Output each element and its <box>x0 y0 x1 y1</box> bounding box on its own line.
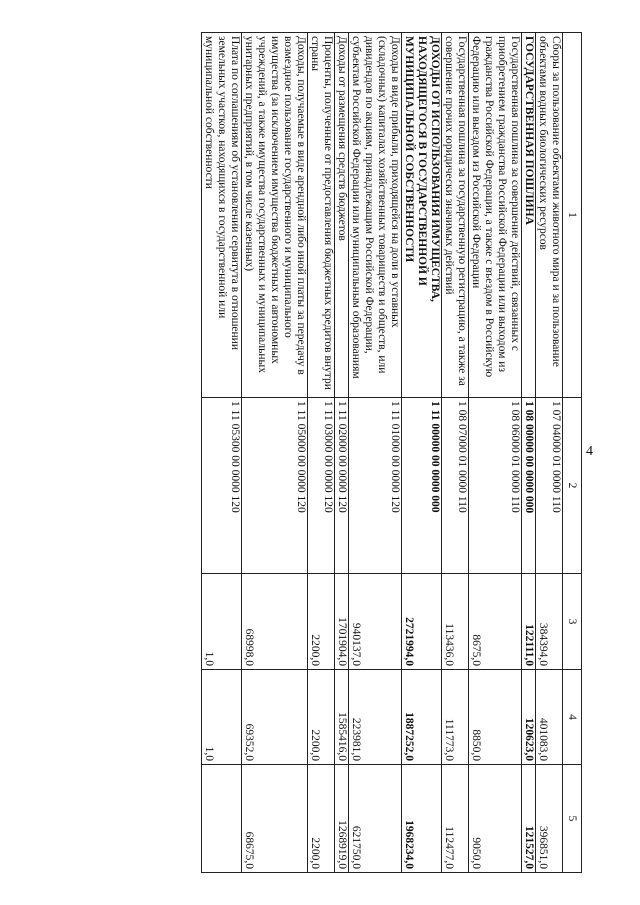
row-code-cell: 1 11 02000 00 0000 120 <box>335 398 349 574</box>
row-name-cell: ДОХОДЫ ОТ ИСПОЛЬЗОВАНИЯ ИМУЩЕСТВА, НАХОДЯЩЕГОСЯ В ГОСУДАРСТВЕННОЙ И МУНИЦИПАЛЬНОЙ СОБСТВЕННОСТИ <box>402 33 442 398</box>
row-code-cell: 1 11 01000 00 0000 120 <box>349 398 402 574</box>
row-value-col3: 940137,0 <box>349 574 402 670</box>
table-row <box>308 33 335 873</box>
header-cell: 5 <box>563 765 582 873</box>
row-value-col4: 111773,0 <box>442 670 469 765</box>
row-value-col3: 1701904,0 <box>335 574 349 670</box>
row-value-col4: 69352,0 <box>242 670 308 765</box>
row-code-cell: 1 11 00000 00 0000 000 <box>402 398 442 574</box>
row-value-col5: 621750,0 <box>349 765 402 873</box>
row-value-col3: 8675,0 <box>469 574 522 670</box>
row-value-col3: 2200,0 <box>308 574 335 670</box>
row-code-cell: 1 11 03000 00 0000 120 <box>308 398 335 574</box>
row-name-cell: ГОСУДАРСТВЕННАЯ ПОШЛИНА <box>522 33 536 398</box>
table-body <box>202 33 563 873</box>
row-name-cell: Государственная пошлина за государственную регистрацию, а также за совершение прочих юридически значимых действий <box>442 33 469 398</box>
revenue-table <box>201 32 582 873</box>
table-row <box>349 33 402 873</box>
row-value-col5: 68675,0 <box>242 765 308 873</box>
row-value-col4: 401083,0 <box>536 670 563 765</box>
row-value-col5: 396851,0 <box>536 765 563 873</box>
header-cell: 2 <box>563 398 582 574</box>
row-code-cell: 1 08 00000 00 0000 000 <box>522 398 536 574</box>
row-name-cell: Государственная пошлина за совершение действий, связанных с приобретением гражданства Российской Федерации или выходом из гражданства Российской Федерации, а также с въездом в Российскую Федерацию или выездом из Российской Федерации <box>469 33 522 398</box>
row-name-cell: Плата по соглашениям об установлении сервитута в отношении земельных участков, находящихся в государственной или муниципальной собственности <box>202 33 242 398</box>
row-code-cell: 1 08 06000 01 0000 110 <box>469 398 522 574</box>
row-code-cell: 1 11 05300 00 0000 120 <box>202 398 242 574</box>
table-row <box>402 33 442 873</box>
row-name-cell: Сборы за пользование объектами животного мира и за пользование объектами водных биологических ресурсов <box>536 33 563 398</box>
row-value-col4: 120623,0 <box>522 670 536 765</box>
row-name-cell: Доходы в виде прибыли, приходящейся на доли в уставных (складочных) капиталах хозяйственных товариществ и обществ, или дивидендов по акциям, принадлежащим Российской Федерации, субъектам Российской Федерации или муниципальным образованиям <box>349 33 402 398</box>
row-value-col4: 1585416,0 <box>335 670 349 765</box>
row-value-col4: 2200,0 <box>308 670 335 765</box>
table-row <box>202 33 242 873</box>
table-row <box>469 33 522 873</box>
row-code-cell: 1 08 07000 01 0000 110 <box>442 398 469 574</box>
row-code-cell: 1 11 05000 00 0000 120 <box>242 398 308 574</box>
table-row <box>335 33 349 873</box>
table-row <box>522 33 536 873</box>
table-row <box>536 33 563 873</box>
row-value-col4: 1887252,0 <box>402 670 442 765</box>
row-value-col5: 1968234,0 <box>402 765 442 873</box>
row-value-col5: 112477,0 <box>442 765 469 873</box>
row-code-cell: 1 07 04000 01 0000 110 <box>536 398 563 574</box>
row-value-col3: 2721994,0 <box>402 574 442 670</box>
row-value-col3: 68998,0 <box>242 574 308 670</box>
page-number: 4 <box>586 444 593 459</box>
header-cell: 3 <box>563 574 582 670</box>
row-value-col5: 2200,0 <box>308 765 335 873</box>
rotated-page <box>56 32 582 872</box>
row-value-col5: 1268919,0 <box>335 765 349 873</box>
table-row <box>442 33 469 873</box>
row-value-col5 <box>202 765 242 873</box>
header-row <box>563 33 582 873</box>
table-row <box>242 33 308 873</box>
row-value-col5: 121527,0 <box>522 765 536 873</box>
row-value-col4: 1,0 <box>202 670 242 765</box>
header-cell: 1 <box>563 33 582 398</box>
row-name-cell: Проценты, полученные от предоставления бюджетных кредитов внутри страны <box>308 33 335 398</box>
row-value-col3: 1,0 <box>202 574 242 670</box>
row-name-cell: Доходы, получаемые в виде арендной либо иной платы за передачу в возмездное пользование государственного и муниципального имущества (за исключением имущества бюджетных и автономных учреждений, а также имущества государственных и муниципальных унитарных предприятий, в том числе казенных) <box>242 33 308 398</box>
row-value-col3: 113436,0 <box>442 574 469 670</box>
row-value-col5: 9050,0 <box>469 765 522 873</box>
row-name-cell: Доходы от размещения средств бюджетов <box>335 33 349 398</box>
row-value-col3: 122111,0 <box>522 574 536 670</box>
row-value-col4: 8850,0 <box>469 670 522 765</box>
header-cell: 4 <box>563 670 582 765</box>
row-value-col3: 384394,0 <box>536 574 563 670</box>
row-value-col4: 223981,0 <box>349 670 402 765</box>
